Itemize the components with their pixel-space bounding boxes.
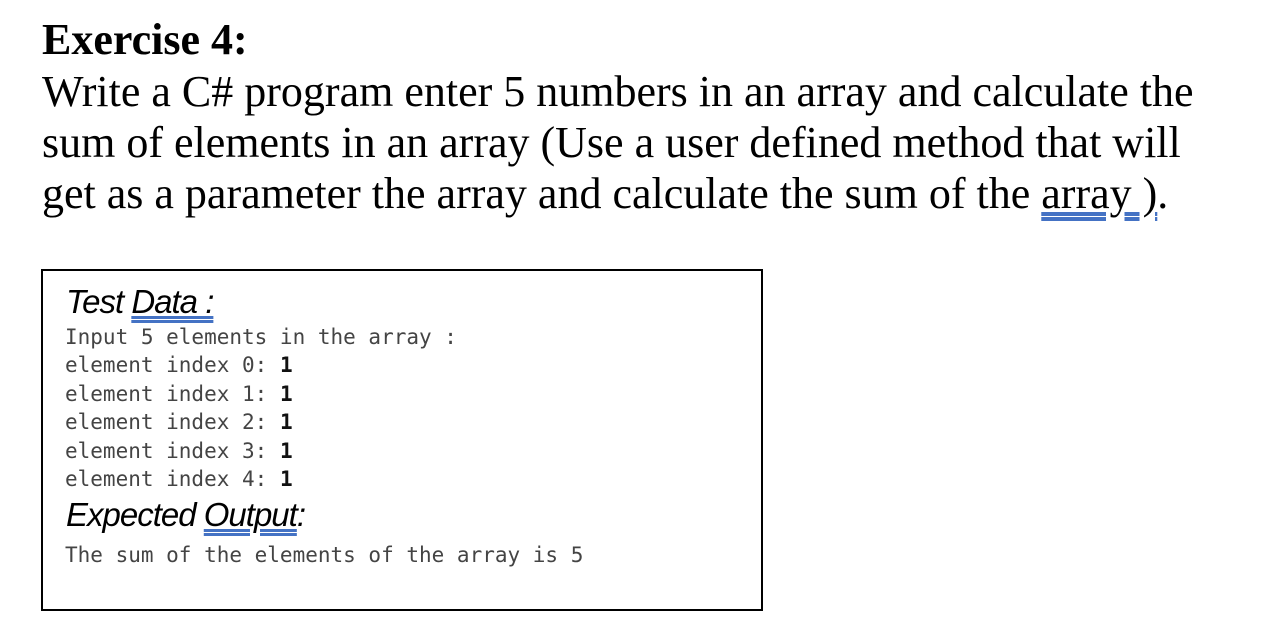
description-line-3-end: .	[1157, 169, 1169, 218]
test-label-word: Test	[66, 283, 124, 320]
element-value: 1	[279, 353, 293, 378]
description-line-3	[42, 168, 1252, 219]
description-line-2: sum of elements in an array (Use a user defined method that will	[42, 118, 1181, 167]
expected-label-flagged: Output	[203, 496, 297, 533]
expected-label-word: Expected	[66, 496, 196, 533]
test-data-lines	[65, 323, 457, 493]
test-data-box	[41, 269, 763, 611]
element-value: 1	[279, 410, 293, 435]
description-line-1: Write a C# program enter 5 numbers in an array and calculate the	[42, 67, 1194, 116]
element-line-4	[65, 465, 457, 493]
exercise-heading: Exercise 4:	[42, 15, 248, 64]
element-value: 1	[279, 438, 293, 463]
element-label: element index 0:	[65, 353, 280, 378]
test-label-flagged: Data :	[131, 283, 214, 320]
grammar-flagged-word: array )	[1041, 169, 1158, 218]
element-value: 1	[279, 381, 293, 406]
element-line-3	[65, 437, 457, 465]
exercise-description	[42, 66, 1252, 219]
element-label: element index 1:	[65, 381, 280, 406]
expected-label-colon: :	[296, 496, 306, 533]
element-value: 1	[279, 467, 293, 492]
description-line-3-text: get as a parameter the array and calculate the sum of the	[42, 169, 1042, 218]
test-data-label	[66, 283, 213, 321]
element-line-1	[65, 380, 457, 408]
element-label: element index 3:	[65, 438, 280, 463]
expected-output-line: The sum of the elements of the array is 5	[65, 543, 584, 567]
element-line-2	[65, 408, 457, 436]
element-label: element index 2:	[65, 410, 280, 435]
input-prompt-line: Input 5 elements in the array :	[65, 325, 457, 349]
element-line-0	[65, 351, 457, 379]
element-label: element index 4:	[65, 467, 280, 492]
expected-output-label	[66, 496, 305, 534]
